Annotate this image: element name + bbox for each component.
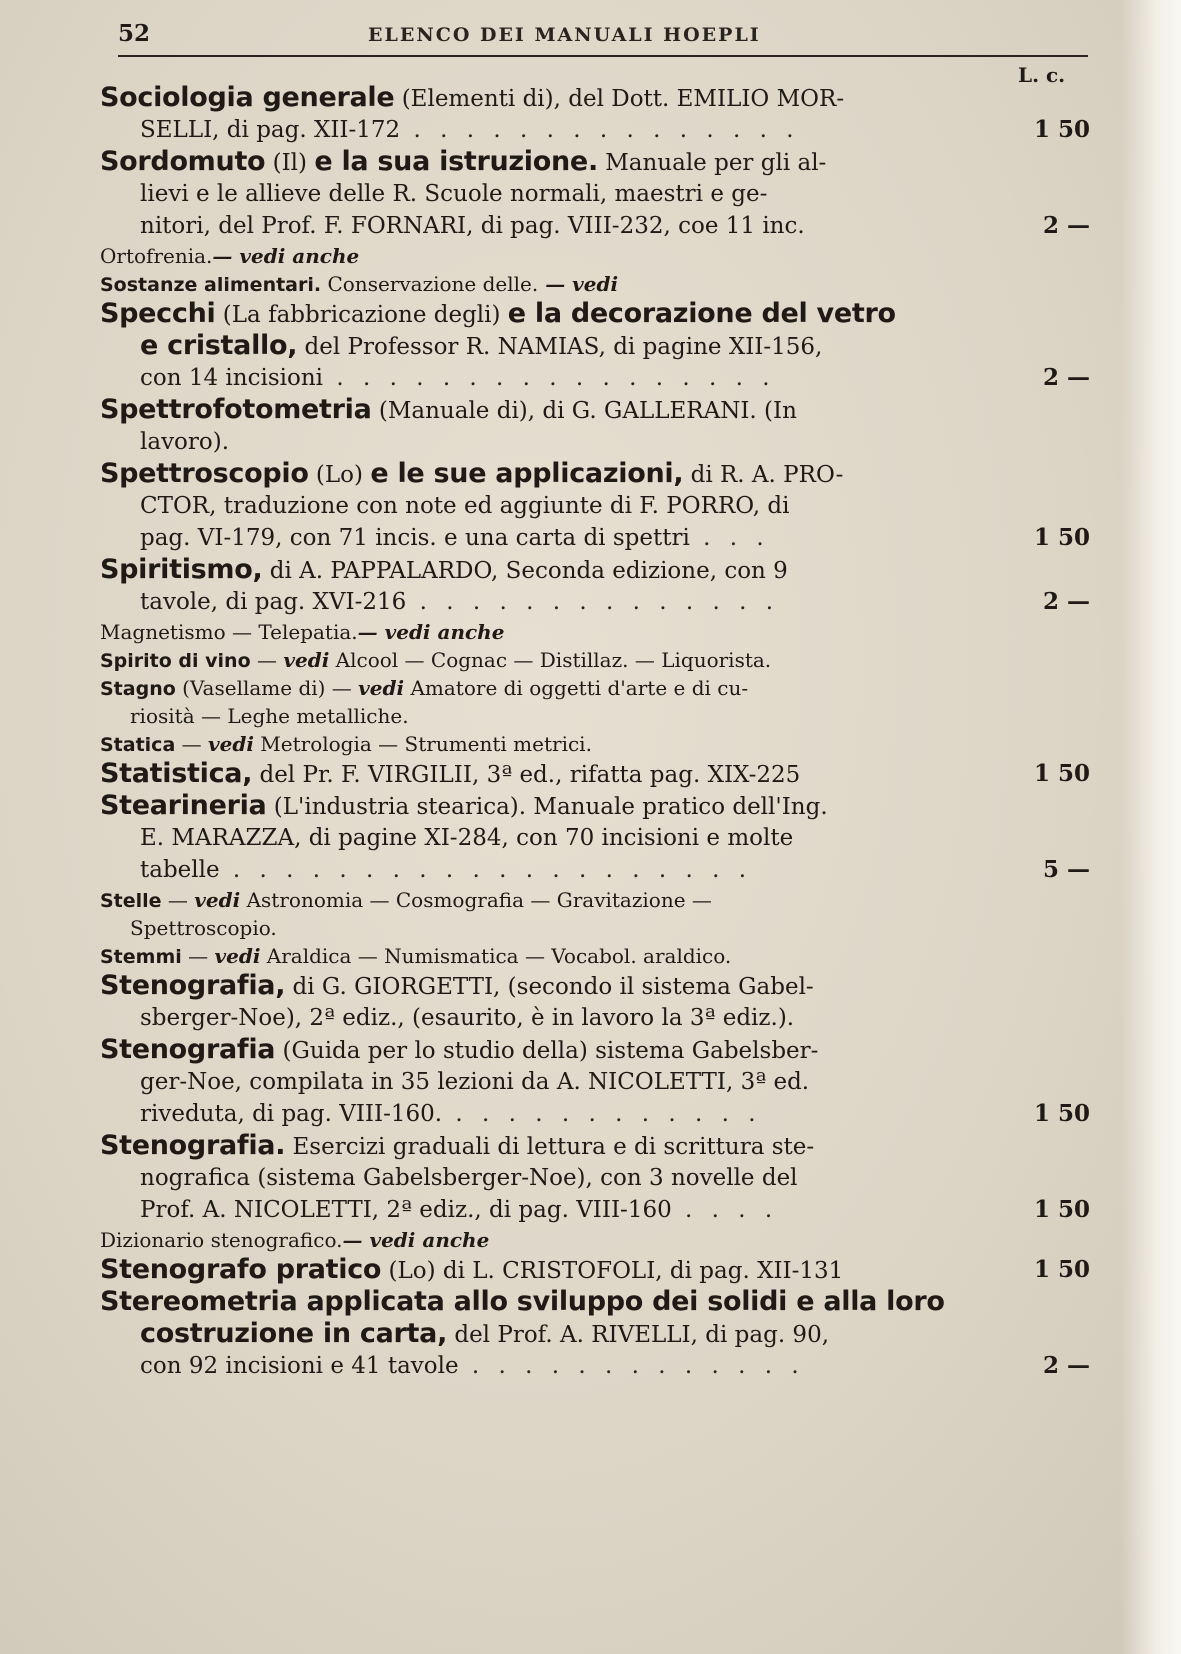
catalog-entry <box>100 730 1090 758</box>
entry-line <box>100 1254 1090 1286</box>
leader-dots: . . . . . . . . . . . . . . . . . . . . <box>219 857 753 883</box>
leader-dots: . . . . . . . . . . . . . . <box>406 589 780 615</box>
entry-line <box>100 1162 1090 1194</box>
vedi-ref: — vedi anche <box>357 620 505 644</box>
entry-text: Dizionario stenografico. <box>100 1228 343 1252</box>
vedi-ref: — vedi anche <box>342 1228 490 1252</box>
entry-price: 2 — <box>1042 1352 1090 1379</box>
entry-text: (Lo) di L. CRISTOFOLI, di pag. XII-131 <box>381 1258 844 1284</box>
entry-line <box>100 82 1090 114</box>
entry-text: tabelle <box>140 857 220 883</box>
entry-text: sberger-Noe), 2ª ediz., (esaurito, è in lavoro la 3ª ediz.). <box>140 1005 795 1031</box>
entry-headword-cont: e la sua istruzione. <box>314 146 598 177</box>
entry-line <box>100 1286 1090 1318</box>
catalog-entry <box>100 1226 1090 1254</box>
entry-text: Conservazione delle. <box>321 272 539 296</box>
catalog-entry <box>100 758 1090 790</box>
entry-text: riveduta, di pag. VIII-160. <box>140 1101 443 1127</box>
entry-text: del Pr. F. VIRGILII, 3ª ed., rifatta pag. XIX-225 <box>252 762 801 788</box>
entry-text: (Vasellame di) — <box>175 676 359 700</box>
vedi-ref: vedi <box>208 732 254 756</box>
catalog-entry <box>100 790 1090 886</box>
entry-headword: Stagno <box>100 678 176 700</box>
entry-line <box>100 854 1090 886</box>
entry-price: 1 50 <box>1033 524 1090 551</box>
entry-text: — <box>181 944 215 968</box>
entry-line <box>100 822 1090 854</box>
entry-line <box>100 586 1090 618</box>
catalog-entry <box>100 674 1090 730</box>
catalog-entry <box>100 394 1090 458</box>
entry-headword: Stelle <box>100 890 162 912</box>
entry-text: del Professor R. NAMIAS, di pagine XII-156, <box>297 334 823 360</box>
entry-text: Spettroscopio. <box>130 916 277 940</box>
entry-text: tavole, di pag. XVI-216 <box>140 589 407 615</box>
entry-text-cont: Araldica — Numismatica — Vocabol. araldico. <box>260 944 732 968</box>
entry-line <box>100 1130 1090 1162</box>
page-header <box>118 18 1088 48</box>
entry-headword: Stenografia, <box>100 970 286 1001</box>
entry-line <box>100 674 1090 702</box>
entry-text: di G. GIORGETTI, (secondo il sistema Gabel- <box>285 974 814 1000</box>
entry-headword: Stenografo pratico <box>100 1254 382 1285</box>
entry-text-cont: Astronomia — Cosmografia — Gravitazione — <box>240 888 712 912</box>
page-edge <box>1121 0 1181 1654</box>
entry-line <box>100 1034 1090 1066</box>
catalog-entry <box>100 82 1090 146</box>
entry-headword: Spirito di vino <box>100 650 251 672</box>
entry-price: 5 — <box>1042 856 1090 883</box>
entry-text: di A. PAPPALARDO, Seconda edizione, con 9 <box>262 558 788 584</box>
entry-headword: Specchi <box>100 298 216 329</box>
entry-line <box>100 458 1090 490</box>
entry-text: ger-Noe, compilata in 35 lezioni da A. NICOLETTI, 3ª ed. <box>140 1069 810 1095</box>
entry-text: Esercizi graduali di lettura e di scrittura ste- <box>285 1134 815 1160</box>
entry-text-cont: Metrologia — Strumenti metrici. <box>253 732 592 756</box>
leader-dots: . . . . . . . . . . . . . . . <box>400 117 800 143</box>
entry-price: 2 — <box>1042 212 1090 239</box>
entry-headword: Sociologia generale <box>100 82 395 113</box>
entry-list <box>100 82 1090 1382</box>
entry-headword: Statica <box>100 734 176 756</box>
entry-text: E. MARAZZA, di pagine XI-284, con 70 incisioni e molte <box>140 825 794 851</box>
entry-line <box>100 730 1090 758</box>
entry-text: — <box>175 732 208 756</box>
catalog-entry <box>100 298 1090 394</box>
catalog-entry <box>100 970 1090 1034</box>
entry-headword: Stereometria applicata allo sviluppo dei solidi e alla loro <box>100 1286 945 1317</box>
vedi-ref: vedi <box>194 888 241 912</box>
entry-line <box>100 1002 1090 1034</box>
header-rule <box>118 55 1088 57</box>
entry-line <box>100 490 1090 522</box>
entry-line <box>100 298 1090 330</box>
catalog-entry <box>100 270 1090 298</box>
entry-headword: Stemmi <box>100 946 182 968</box>
entry-price: 1 50 <box>1033 760 1090 787</box>
entry-line <box>100 330 1090 362</box>
entry-text: (Elementi di), del Dott. EMILIO MOR- <box>394 86 845 112</box>
currency-label: L. c. <box>1018 63 1066 87</box>
entry-text: Ortofrenia. <box>100 244 213 268</box>
entry-line <box>100 790 1090 822</box>
vedi-ref: vedi <box>283 648 330 672</box>
entry-price: 1 50 <box>1033 1256 1090 1283</box>
entry-headword: Spiritismo, <box>100 554 263 585</box>
entry-headword: e cristallo, <box>140 330 298 361</box>
entry-text-cont: Alcool — Cognac — Distillaz. — Liquorista. <box>329 648 772 672</box>
entry-headword-cont: e la decorazione del vetro <box>507 298 896 329</box>
entry-text: CTOR, traduzione con note ed aggiunte di F. PORRO, di <box>140 493 790 519</box>
leader-dots: . . . . . . . . . . . . <box>442 1101 762 1127</box>
entry-line <box>100 114 1090 146</box>
entry-line <box>100 886 1090 914</box>
catalog-entry <box>100 618 1090 646</box>
entry-text-cont: Amatore di oggetti d'arte e di cu- <box>404 676 749 700</box>
entry-line <box>100 242 1090 270</box>
entry-text: (L'industria stearica). Manuale pratico dell'Ing. <box>266 794 828 820</box>
entry-line <box>100 1194 1090 1226</box>
entry-line <box>100 522 1090 554</box>
entry-headword: Sostanze alimentari. <box>100 274 322 296</box>
leader-dots: . . . . . . . . . . . . . <box>458 1353 805 1379</box>
vedi-ref: vedi <box>214 944 261 968</box>
entry-line <box>100 178 1090 210</box>
entry-price: 1 50 <box>1033 1100 1090 1127</box>
entry-headword: Spettrofotometria <box>100 394 372 425</box>
catalog-entry <box>100 1034 1090 1130</box>
entry-text: riosità — Leghe metalliche. <box>130 704 409 728</box>
entry-line <box>100 270 1090 298</box>
entry-headword: Stenografia. <box>100 1130 286 1161</box>
entry-headword: costruzione in carta, <box>140 1318 448 1349</box>
entry-text: lievi e le allieve delle R. Scuole normali, maestri e ge- <box>140 181 768 207</box>
entry-text: (Manuale di), di G. GALLERANI. (In <box>371 398 797 424</box>
entry-text: pag. VI-179, con 71 incis. e una carta di spettri <box>140 525 690 551</box>
running-title: ELENCO DEI MANUALI HOEPLI <box>368 24 761 46</box>
entry-text-cont: Manuale per gli al- <box>597 150 827 176</box>
entry-text: (Guida per lo studio della) sistema Gabelsber- <box>275 1038 819 1064</box>
entry-line <box>100 646 1090 674</box>
entry-line <box>100 618 1090 646</box>
entry-line <box>100 702 1090 730</box>
entry-headword: Sordomuto <box>100 146 266 177</box>
entry-text: SELLI, di pag. XII-172 <box>140 117 401 143</box>
entry-text: nografica (sistema Gabelsberger-Noe), con 3 novelle del <box>140 1165 798 1191</box>
entry-headword: Stearineria <box>100 790 267 821</box>
entry-text: del Prof. A. RIVELLI, di pag. 90, <box>447 1322 830 1348</box>
vedi-ref: vedi <box>358 676 405 700</box>
catalog-entry <box>100 1286 1090 1382</box>
vedi-ref: — vedi <box>538 272 619 296</box>
entry-text: nitori, del Prof. F. FORNARI, di pag. VIII-232, coe 11 inc. <box>140 213 805 239</box>
entry-text-cont: di R. A. PRO- <box>683 462 844 488</box>
page-number: 52 <box>118 20 151 47</box>
entry-line <box>100 146 1090 178</box>
entry-price: 2 — <box>1042 364 1090 391</box>
entry-line <box>100 914 1090 942</box>
entry-text: Magnetismo — Telepatia. <box>100 620 358 644</box>
entry-line <box>100 1350 1090 1382</box>
entry-line <box>100 1226 1090 1254</box>
entry-line <box>100 1066 1090 1098</box>
entry-price: 1 50 <box>1033 116 1090 143</box>
entry-line <box>100 970 1090 1002</box>
catalog-entry <box>100 646 1090 674</box>
entry-headword: Stenografia <box>100 1034 276 1065</box>
vedi-ref: — vedi anche <box>212 244 360 268</box>
catalog-entry <box>100 1130 1090 1226</box>
leader-dots: . . . <box>689 525 770 551</box>
catalog-entry <box>100 554 1090 618</box>
entry-text: (Il) <box>265 150 315 176</box>
entry-line <box>100 210 1090 242</box>
entry-line <box>100 394 1090 426</box>
entry-headword: Statistica, <box>100 758 253 789</box>
entry-price: 2 — <box>1042 588 1090 615</box>
entry-line <box>100 362 1090 394</box>
catalog-entry <box>100 942 1090 970</box>
catalog-entry <box>100 146 1090 242</box>
catalog-entry <box>100 1254 1090 1286</box>
catalog-entry <box>100 886 1090 942</box>
entry-line <box>100 1318 1090 1350</box>
entry-text: (Lo) <box>308 462 371 488</box>
entry-headword: Spettroscopio <box>100 458 309 489</box>
entry-text: lavoro). <box>140 429 230 455</box>
entry-line <box>100 758 1090 790</box>
entry-text: — <box>250 648 284 672</box>
entry-line <box>100 1098 1090 1130</box>
entry-text: — <box>161 888 195 912</box>
entry-headword-cont: e le sue applicazioni, <box>370 458 684 489</box>
leader-dots: . . . . . . . . . . . . . . . . . <box>323 365 776 391</box>
leader-dots: . . . . <box>671 1197 779 1223</box>
entry-text: (La fabbricazione degli) <box>215 302 508 328</box>
entry-line <box>100 942 1090 970</box>
entry-text: con 92 incisioni e 41 tavole <box>140 1353 459 1379</box>
entry-line <box>100 554 1090 586</box>
catalog-entry <box>100 458 1090 554</box>
entry-line <box>100 426 1090 458</box>
catalog-entry <box>100 242 1090 270</box>
entry-price: 1 50 <box>1033 1196 1090 1223</box>
entry-text: con 14 incisioni <box>140 365 324 391</box>
entry-text: Prof. A. NICOLETTI, 2ª ediz., di pag. VIII-160 <box>140 1197 672 1223</box>
